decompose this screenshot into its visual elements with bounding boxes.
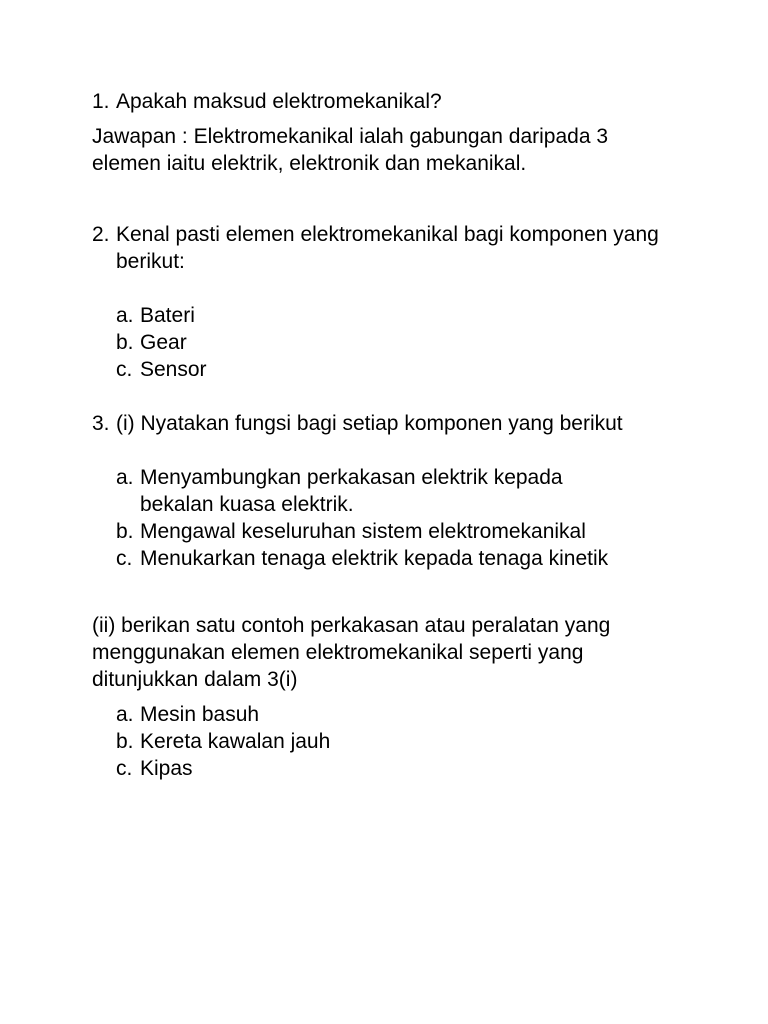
document-page <box>92 88 732 782</box>
list-item <box>116 302 732 329</box>
list-item <box>116 356 732 383</box>
list-item <box>116 701 732 728</box>
list-item-marker: a. <box>116 703 134 726</box>
list-item-text: Gear <box>140 331 187 354</box>
question-1-text: Apakah maksud elektromekanikal? <box>116 90 442 113</box>
list-item-marker: c. <box>116 547 133 570</box>
list-item <box>116 755 732 782</box>
list-item-text: Kipas <box>140 757 193 780</box>
question-3-part-2: (ii) berikan satu contoh perkakasan atau peralatan yang menggunakan elemen elektromekanikal seperti yang ditunjukkan dalam 3(i) <box>92 614 611 691</box>
list-item <box>116 728 732 755</box>
question-2-items <box>116 302 732 383</box>
question-3-text: (i) Nyatakan fungsi bagi setiap komponen yang berikut <box>116 412 623 435</box>
list-item-marker: a. <box>116 466 134 489</box>
question-1 <box>92 88 732 115</box>
list-item-marker: c. <box>116 358 133 381</box>
list-item-text: Mengawal keseluruhan sistem elektromekanikal <box>140 520 586 543</box>
list-item <box>116 329 732 356</box>
list-item-text: Menyambungkan perkakasan elektrik kepada bekalan kuasa elektrik. <box>140 466 563 516</box>
list-item-text: Kereta kawalan jauh <box>140 730 331 753</box>
list-item-marker: b. <box>116 520 134 543</box>
list-item-marker: a. <box>116 304 134 327</box>
list-item <box>116 545 732 572</box>
list-item-text: Sensor <box>140 358 207 381</box>
list-item-marker: b. <box>116 331 134 354</box>
question-2-text: Kenal pasti elemen elektromekanikal bagi komponen yang berikut: <box>116 223 659 273</box>
list-item-marker: b. <box>116 730 134 753</box>
list-item <box>116 518 732 545</box>
question-3 <box>92 410 636 437</box>
question-1-answer: Jawapan : Elektromekanikal ialah gabungan daripada 3 elemen iaitu elektrik, elektronik dan mekanikal. <box>92 125 609 175</box>
list-item-text: Menukarkan tenaga elektrik kepada tenaga kinetik <box>140 547 609 570</box>
question-3-number: 3. <box>92 412 110 435</box>
question-2 <box>92 221 692 275</box>
list-item-marker: c. <box>116 757 133 780</box>
question-3-items <box>116 464 732 572</box>
question-1-number: 1. <box>92 90 110 113</box>
list-item-text: Mesin basuh <box>140 703 260 726</box>
question-3-part-2-items <box>116 701 732 782</box>
list-item <box>116 464 620 518</box>
list-item-text: Bateri <box>140 304 195 327</box>
question-2-number: 2. <box>92 223 110 246</box>
